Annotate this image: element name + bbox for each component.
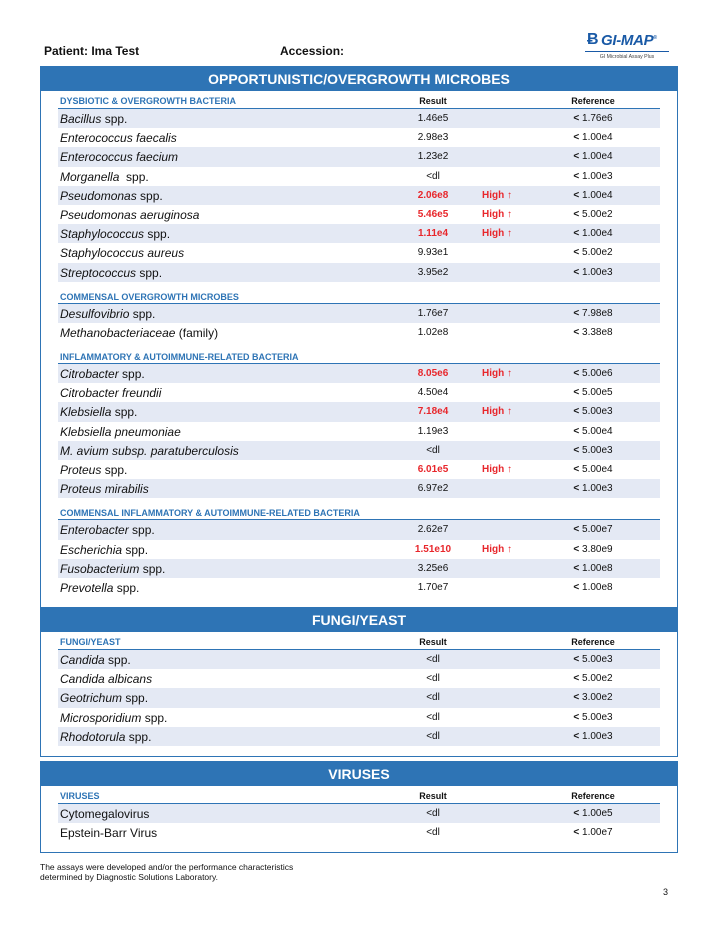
organism-name-suffix: spp.: [144, 227, 171, 242]
result-column-header: Result: [419, 791, 447, 801]
reference-comparator: <: [573, 406, 583, 418]
panel-bottom-spacer: [41, 597, 677, 607]
organism-name: [60, 246, 184, 260]
organism-name: [60, 405, 137, 419]
footnote: The assays were developed and/or the performance characteristics determined by Diagnostic Solutions Laboratory.: [40, 862, 294, 882]
organism-name-italic: Enterobacter: [60, 523, 129, 538]
reference-value: [558, 654, 628, 665]
reference-number: 5.00e2: [582, 673, 613, 685]
reference-number: 5.00e3: [582, 711, 613, 723]
reference-column-header: Reference: [571, 96, 615, 106]
reference-number: 3.80e9: [582, 543, 613, 555]
organism-name: [60, 112, 127, 126]
organism-name-suffix: spp.: [104, 653, 131, 667]
reference-number: 1.00e7: [582, 827, 613, 839]
organism-name-italic: Citrobacter: [60, 367, 119, 382]
reference-comparator: <: [573, 827, 583, 839]
reference-number: 1.00e3: [582, 170, 613, 182]
table-row: [58, 224, 660, 243]
organism-name-suffix: spp.: [111, 405, 138, 420]
reference-comparator: <: [573, 464, 583, 475]
organism-name-suffix: spp.: [101, 112, 128, 126]
result-value: 1.51e10: [414, 543, 452, 555]
reference-comparator: <: [573, 692, 583, 704]
organism-name-italic: M. avium subsp. paratuberculosis: [60, 443, 239, 458]
opportunistic-overgrowth-panel: [40, 66, 678, 608]
reference-value: [558, 426, 628, 437]
organism-name: [60, 691, 148, 705]
reference-number: 5.00e3: [582, 406, 613, 418]
reference-comparator: <: [573, 247, 583, 259]
reference-comparator: <: [573, 425, 583, 437]
organism-name-suffix: spp.: [139, 561, 166, 576]
reference-value: [558, 445, 628, 456]
organism-name: [60, 444, 239, 458]
result-value: 2.98e3: [417, 132, 449, 144]
organism-name-suffix: spp.: [122, 542, 149, 557]
reference-number: 1.00e3: [582, 730, 613, 742]
organism-name: [60, 543, 148, 557]
organism-name: [60, 562, 165, 576]
table-row: [58, 109, 660, 128]
reference-comparator: <: [573, 654, 583, 665]
organism-name: [60, 307, 155, 321]
organism-name-italic: Proteus mirabilis: [60, 482, 149, 497]
category-header: [58, 344, 660, 364]
reference-comparator: <: [573, 307, 583, 319]
table-row: [58, 669, 660, 688]
category-label: COMMENSAL INFLAMMATORY & AUTOIMMUNE-RELATED BACTERIA: [60, 508, 360, 519]
table-row: [58, 304, 660, 323]
result-value: 6.01e5: [417, 464, 449, 475]
table-row: [58, 167, 660, 186]
page-header: [0, 0, 720, 66]
reference-comparator: <: [573, 266, 583, 278]
high-flag: High ↑: [482, 228, 512, 240]
result-value: <dl: [426, 673, 440, 685]
reference-number: 1.00e5: [582, 808, 613, 819]
high-flag: High ↑: [482, 208, 512, 220]
high-flag: High ↑: [482, 464, 512, 475]
reference-number: 1.00e3: [582, 266, 613, 278]
reference-number: 1.00e4: [582, 151, 613, 163]
table-row: [58, 460, 660, 479]
panel-bottom-spacer: [41, 746, 677, 756]
organism-name: [60, 672, 152, 686]
organism-name: [60, 189, 163, 203]
organism-name-italic: Proteus: [60, 463, 102, 477]
organism-name: [60, 425, 181, 439]
reference-column-header: Reference: [571, 791, 615, 801]
organism-name-italic: Fusobacterium: [60, 561, 140, 576]
category-label: VIRUSES: [60, 791, 100, 801]
page-number: 3: [663, 887, 669, 897]
organism-name-suffix: Epstein-Barr Virus: [60, 826, 158, 841]
reference-value: [558, 406, 628, 417]
organism-name-italic: Pseudomonas: [60, 188, 137, 203]
organism-name-italic: Morganella: [60, 169, 120, 184]
result-value: <dl: [426, 654, 440, 665]
reference-value: [558, 368, 628, 379]
panel-title: FUNGI/YEAST: [41, 608, 677, 632]
result-value: <dl: [426, 692, 440, 704]
logo-mark-icon: Ƀ: [587, 31, 599, 48]
organism-name-italic: Geotrichum: [60, 691, 123, 706]
reference-comparator: <: [573, 483, 583, 495]
reference-comparator: <: [573, 151, 583, 163]
organism-name-suffix: spp.: [113, 580, 140, 595]
reference-number: 5.00e4: [582, 464, 613, 475]
table-row: [58, 263, 660, 282]
organism-name-suffix: spp.: [101, 463, 128, 477]
result-value: 2.06e8: [417, 189, 449, 201]
table-row: [58, 402, 660, 421]
category-label: DYSBIOTIC & OVERGROWTH BACTERIA: [60, 96, 237, 106]
organism-name-italic: Escherichia: [60, 542, 123, 557]
reference-number: 3.00e2: [582, 692, 613, 704]
reference-value: [558, 464, 628, 475]
organism-name-italic: Enterococcus faecalis: [60, 131, 177, 146]
viruses-panel: [40, 761, 678, 853]
table-row: [58, 128, 660, 147]
reference-value: [558, 387, 628, 398]
reference-number: 5.00e5: [582, 387, 613, 399]
high-flag: High ↑: [482, 368, 512, 380]
high-flag: High ↑: [482, 406, 512, 418]
reference-comparator: <: [573, 524, 583, 536]
organism-name-italic: Desulfovibrio: [60, 306, 130, 321]
reference-comparator: <: [573, 132, 583, 144]
result-value: 9.93e1: [417, 247, 449, 259]
reference-number: 7.98e8: [582, 307, 613, 319]
reference-comparator: <: [573, 808, 583, 819]
reference-comparator: <: [573, 113, 583, 124]
reference-value: [558, 171, 628, 182]
high-flag: High ↑: [482, 189, 512, 201]
result-value: 7.18e4: [417, 406, 449, 418]
organism-name: [60, 523, 155, 537]
table-row: [58, 520, 660, 539]
result-value: 3.25e6: [417, 562, 449, 574]
table-row: [58, 479, 660, 498]
result-column-header: Result: [419, 96, 447, 106]
table-row: [58, 441, 660, 460]
reference-comparator: <: [573, 228, 583, 240]
organism-name-suffix: Cytomegalovirus: [60, 807, 150, 821]
result-value: 6.97e2: [417, 483, 449, 495]
gi-map-logo: [585, 30, 669, 64]
result-column-header: Result: [419, 637, 447, 647]
reference-value: [558, 524, 628, 535]
organism-name-italic: Klebsiella pneumoniae: [60, 424, 181, 439]
organism-name-italic: Candida: [60, 653, 105, 667]
organism-name: [60, 326, 218, 340]
reference-value: [558, 712, 628, 723]
table-row: [58, 559, 660, 578]
logo-subtitle: GI Microbial Assay Plus: [599, 54, 655, 60]
result-value: 4.50e4: [417, 387, 449, 399]
organism-name-italic: Rhodotorula: [60, 729, 126, 744]
table-row: [58, 540, 660, 559]
table-row: [58, 383, 660, 402]
category-header: [58, 284, 660, 304]
result-value: 1.76e7: [417, 307, 449, 319]
organism-name: [60, 482, 149, 496]
category-label: COMMENSAL OVERGROWTH MICROBES: [60, 291, 239, 302]
reference-value: [558, 308, 628, 319]
table-row: [58, 804, 660, 823]
organism-name-suffix: spp.: [129, 306, 156, 321]
organism-name-italic: Microsporidium: [60, 710, 142, 725]
reference-value: [558, 132, 628, 143]
organism-name: [60, 730, 151, 744]
fungi-yeast-panel: [40, 607, 678, 757]
organism-name-italic: Candida albicans: [60, 672, 153, 687]
organism-name: [60, 150, 178, 164]
reference-value: [558, 190, 628, 201]
organism-name: [60, 653, 131, 667]
reference-value: [558, 209, 628, 220]
organism-name-italic: Prevotella: [60, 580, 114, 595]
table-row: [58, 323, 660, 342]
result-value: <dl: [426, 444, 440, 456]
organism-name: [60, 386, 161, 400]
table-row: [58, 186, 660, 205]
logo-brand: GI-MAP®: [601, 32, 657, 49]
organism-name-italic: Citrobacter freundii: [60, 386, 162, 401]
result-value: 8.05e6: [417, 368, 449, 380]
category-header: [58, 786, 660, 804]
organism-name: [60, 826, 157, 840]
reference-number: 1.00e3: [582, 483, 613, 495]
result-value: 1.19e3: [417, 425, 449, 437]
reference-value: [558, 544, 628, 555]
reference-number: 1.00e4: [582, 132, 613, 144]
category-header: [58, 500, 660, 520]
reference-comparator: <: [573, 730, 583, 742]
organism-name-suffix: spp.: [136, 265, 163, 280]
reference-comparator: <: [573, 581, 583, 593]
result-value: 1.02e8: [417, 326, 449, 338]
result-value: <dl: [426, 170, 440, 182]
panel-bottom-spacer: [41, 842, 677, 852]
reference-number: 5.00e3: [582, 444, 613, 456]
reference-value: [558, 267, 628, 278]
organism-name: [60, 208, 199, 222]
reference-number: 1.76e6: [582, 113, 613, 124]
organism-name-suffix: spp.: [118, 367, 145, 382]
result-value: <dl: [426, 730, 440, 742]
table-row: [58, 147, 660, 166]
table-row: [58, 578, 660, 597]
result-value: 1.23e2: [417, 151, 449, 163]
table-row: [58, 243, 660, 262]
organism-name: [60, 463, 127, 477]
reference-number: 5.00e4: [582, 425, 613, 437]
reference-number: 1.00e4: [582, 189, 613, 201]
organism-name-suffix: spp.: [128, 523, 155, 538]
table-row: [58, 422, 660, 441]
reference-comparator: <: [573, 208, 583, 220]
reference-number: 1.00e8: [582, 581, 613, 593]
patient-name: Patient: Ima Test: [44, 44, 140, 58]
reference-value: [558, 673, 628, 684]
reference-comparator: <: [573, 368, 583, 380]
high-flag: High ↑: [482, 543, 512, 555]
organism-name-italic: Methanobacteriaceae: [60, 325, 176, 340]
organism-name-italic: Enterococcus faecium: [60, 150, 179, 165]
reference-value: [558, 228, 628, 239]
reference-number: 5.00e2: [582, 208, 613, 220]
reference-comparator: <: [573, 387, 583, 399]
reference-value: [558, 483, 628, 494]
accession-label: Accession:: [280, 44, 345, 58]
table-row: [58, 205, 660, 224]
organism-name-suffix: (family): [175, 325, 219, 340]
organism-name: [60, 807, 149, 821]
organism-name-italic: Staphylococcus: [60, 227, 145, 242]
reference-comparator: <: [573, 673, 583, 685]
organism-name: [60, 711, 167, 725]
reference-value: [558, 113, 628, 124]
category-header: [58, 632, 660, 650]
reference-comparator: <: [573, 170, 583, 182]
organism-name: [60, 131, 177, 145]
organism-name: [60, 266, 162, 280]
table-row: [58, 727, 660, 746]
category-header: [58, 91, 660, 109]
reference-comparator: <: [573, 711, 583, 723]
reference-comparator: <: [573, 444, 583, 456]
reference-value: [558, 563, 628, 574]
organism-name: [60, 581, 139, 595]
table-row: [58, 650, 660, 669]
reference-value: [558, 327, 628, 338]
reference-comparator: <: [573, 189, 583, 201]
reference-value: [558, 247, 628, 258]
organism-name-italic: Staphylococcus aureus: [60, 246, 185, 261]
organism-name-italic: Streptococcus: [60, 265, 137, 280]
reference-value: [558, 582, 628, 593]
result-value: 3.95e2: [417, 266, 449, 278]
logo-rule: [585, 51, 669, 52]
organism-name: [60, 170, 149, 184]
reference-value: [558, 827, 628, 838]
result-value: 1.46e5: [417, 113, 449, 124]
result-value: 2.62e7: [417, 524, 449, 536]
reference-value: [558, 731, 628, 742]
organism-name-suffix: spp.: [122, 691, 149, 706]
table-row: [58, 364, 660, 383]
organism-name: [60, 367, 145, 381]
result-value: 1.11e4: [417, 228, 449, 240]
reference-number: 5.00e6: [582, 368, 613, 380]
result-value: 5.46e5: [417, 208, 449, 220]
result-value: <dl: [426, 827, 440, 839]
result-value: <dl: [426, 808, 440, 819]
reference-number: 1.00e8: [582, 562, 613, 574]
table-row: [58, 708, 660, 727]
reference-comparator: <: [573, 543, 583, 555]
reference-number: 1.00e4: [582, 228, 613, 240]
organism-name-italic: Pseudomonas aeruginosa: [60, 207, 200, 222]
organism-name-italic: Klebsiella: [60, 405, 112, 420]
category-label: INFLAMMATORY & AUTOIMMUNE-RELATED BACTERIA: [60, 352, 299, 363]
reference-number: 5.00e3: [582, 654, 613, 665]
reference-number: 3.38e8: [582, 326, 613, 338]
reference-value: [558, 151, 628, 162]
organism-name-suffix: spp.: [125, 729, 152, 744]
table-row: [58, 823, 660, 842]
reference-comparator: <: [573, 326, 583, 338]
reference-number: 5.00e7: [582, 524, 613, 536]
organism-name: [60, 227, 170, 241]
reference-number: 5.00e2: [582, 247, 613, 259]
reference-value: [558, 692, 628, 703]
organism-name-suffix: spp.: [141, 710, 168, 725]
result-value: <dl: [426, 711, 440, 723]
reference-value: [558, 808, 628, 819]
reference-column-header: Reference: [571, 637, 615, 647]
panel-title: OPPORTUNISTIC/OVERGROWTH MICROBES: [41, 67, 677, 91]
category-label: FUNGI/YEAST: [60, 637, 121, 647]
reference-comparator: <: [573, 562, 583, 574]
panel-title: VIRUSES: [41, 762, 677, 786]
organism-name-suffix: spp.: [136, 188, 163, 203]
organism-name-italic: Bacillus: [60, 112, 102, 126]
organism-name-suffix: spp.: [119, 169, 149, 184]
result-value: 1.70e7: [417, 581, 449, 593]
table-row: [58, 688, 660, 707]
